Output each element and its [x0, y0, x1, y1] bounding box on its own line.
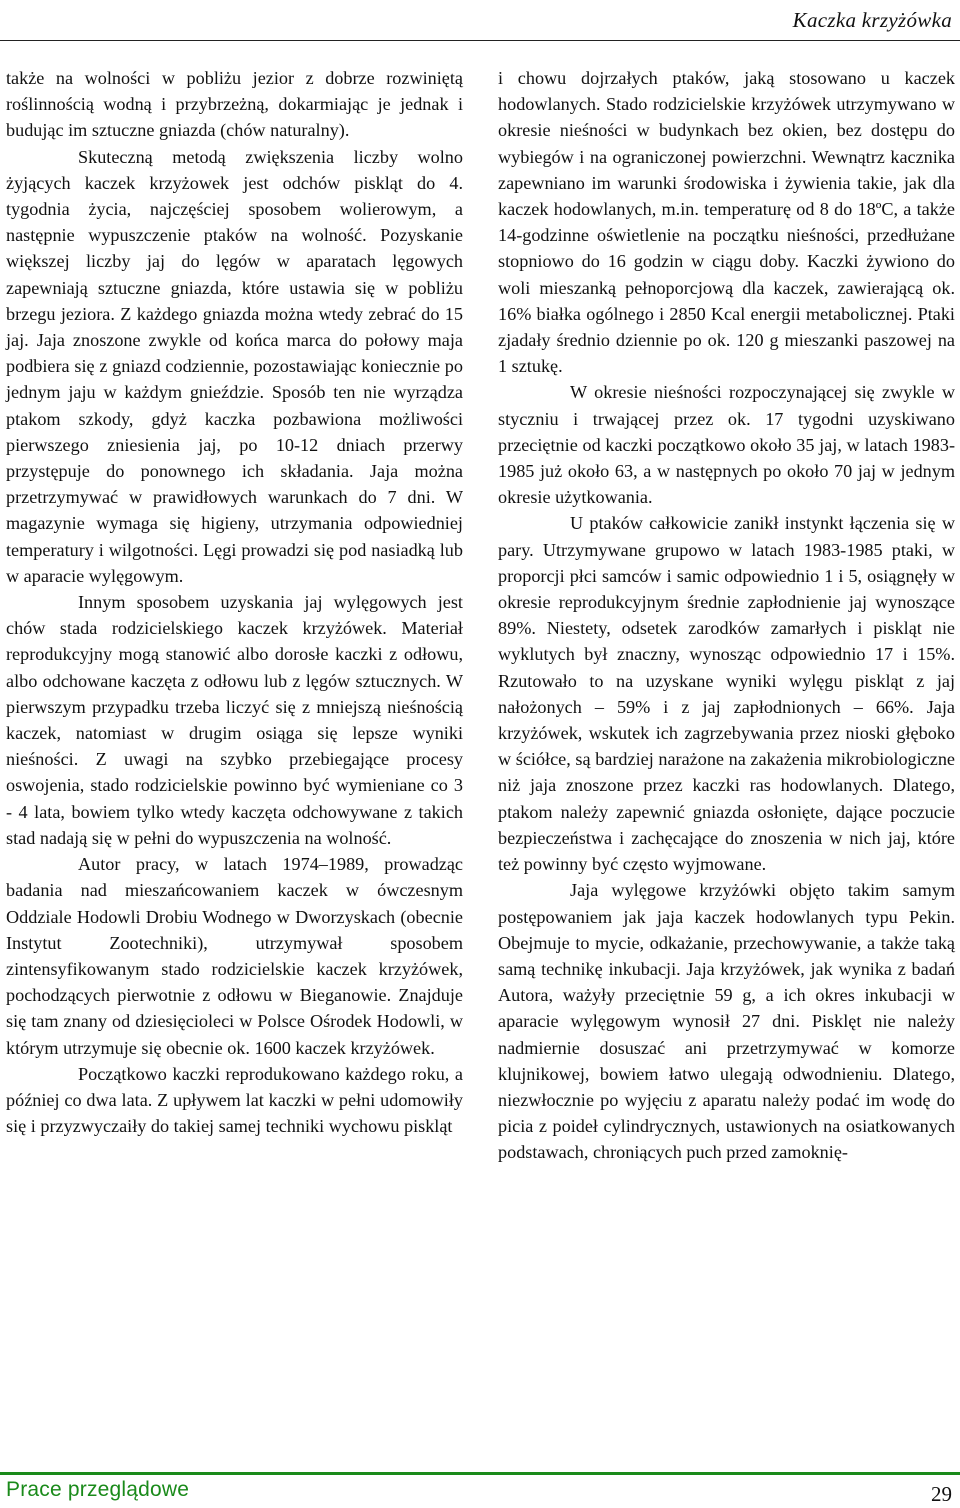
paragraph: i chowu dojrzałych ptaków, jaką stosowano u kaczek hodowlanych. Stado rodzicielskie krzyżówek utrzymywano w okresie nieśności w budynkach bez okien, bez dostępu do wybiegów i na ograniczonej powierzchni. Wewnątrz kacznika zapewniano im warunki środowiska i żywienia takie, jak dla kaczek hodowlanych, m.in. temperaturę od 8 do 18ºC, a także 14-godzinne oświetlenie na początku nieśności, przedłużane stopniowo do 16 godzin w ciągu doby. Kaczki żywiono do woli mieszanką pełnoporcjową dla kaczek, zawierającą ok. 16% białka ogólnego i 2850 Kcal energii metabolicznej. Ptaki zjadały średnio dziennie po ok. 120 g mieszanki paszowej na 1 sztukę.: [498, 68, 955, 377]
paragraph: Jaja wylęgowe krzyżówki objęto takim samym postępowaniem jak jaja kaczek hodowlanych typu Pekin. Obejmuje to mycie, odkażanie, przechowywanie, a także taką samą technikę inkubacji. Jaja krzyżówek, jak wynika z badań Autora, ważyły przeciętnie 59 g, a ich okres inkubacji w aparacie wylęgowym wynosił 27 dni. Pisklęt nie należy nadmiernie dosuszać ani przetrzymywać w komorze klujnikowej, bowiem łatwo ulegają odwodnieniu. Dlatego, niezwłocznie po wyjęciu z aparatu należy podać im wodę do picia z poideł cylindrycznych, ustawionych na osiatkowanych podstawach, chroniących puch przed zamoknię-: [498, 880, 955, 1163]
running-header-title: Kaczka krzyżówka: [792, 8, 952, 32]
left-column: [6, 65, 463, 1139]
footer-divider: [0, 1472, 960, 1475]
paragraph: także na wolności w pobliżu jezior z dobrze rozwiniętą roślinnością wodną i przybrzeżną, dokarmiając je jednak i budując im sztuczne gniazda (chów naturalny).: [6, 68, 463, 141]
paragraph: W okresie nieśności rozpoczynającej się zwykle w styczniu i trwającej przez ok. 17 tygodni uzyskiwano przeciętnie od kaczki początkowo około 35 jaj, w latach 1983-1985 już około 63, a w następnych po około 70 jaj w jednym okresie użytkowania.: [498, 382, 955, 508]
paragraph: Skuteczną metodą zwiększenia liczby wolno żyjących kaczek krzyżowek jest odchów piskląt do 4. tygodnia życia, najczęściej sposobem wolierowym, a następnie wypuszczenie ptaków na wolność. Pozyskanie większej liczby jaj do lęgów w aparatach lęgowych zapewniają sztuczne gniazda, które ustawia się w pobliżu brzegu jeziora. Z każdego gniazda można wtedy zebrać do 15 jaj. Jaja znoszone zwykle od końca marca do połowy maja podbiera się z gniazd codziennie, pozostawiając koniecznie po jednym jaju w każdym gnieździe. Sposób ten nie wyrządza ptakom szkody, gdyż kaczka pozbawiona możliwości pierwszego zniesienia jaj, po 10-12 dniach przerwy przystępuje do ponownego ich składania. Jaja można przetrzymywać w prawidłowych warunkach do 7 dni. W magazynie wymaga się higieny, utrzymania odpowiedniej temperatury i wilgotności. Lęgi prowadzi się pod nasiadką lub w aparacie wylęgowym.: [6, 146, 463, 586]
header-divider: [0, 40, 960, 41]
paragraph: U ptaków całkowicie zanikł instynkt łączenia się w pary. Utrzymywane grupowo w latach 1983-1985 ptaki, w proporcji płci samców i samic odpowiednio 1 i 5, osiągnęły w okresie reprodukcyjnym średnie zapłodnienie jaj wynoszące 89%. Niestety, odsetek zarodków zamarłych i piskląt nie wyklutych był znaczny, wynosząc odpowiednio 17 i 15%. Rzutowało to na uzyskane wyniki wylęgu piskląt z jaj nałożonych – 59% i z jaj zapłodnionych – 66%. Jaja krzyżówek, wskutek ich zagrzebywania przez nioski głęboko w ściółce, są bardziej narażone na zakażenia mikrobiologiczne niż jaja znoszone przez kaczki ras hodowlanych. Dlatego, ptakom należy zapewnić gniazda osłonięte, dające poczucie bezpieczeństwa i zachęcające do znoszenia w nich jaj, które też powinny być często wyjmowane.: [498, 513, 955, 875]
page-number: 29: [931, 1482, 952, 1506]
footer-section-label: Prace przeglądowe: [6, 1478, 190, 1501]
paragraph: Innym sposobem uzyskania jaj wylęgowych jest chów stada rodzicielskiego kaczek krzyżówek. Materiał reprodukcyjny mogą stanowić albo dorosłe kaczki z odłowu, albo odchowane kaczęta z odłowu lub z lęgów sztucznych. W pierwszym przypadku trzeba liczyć się z mniejszą nieśnością kaczek, natomiast w drugim osiąga się lepsze wyniki nieśności. Z uwagi na szybko przebiegające procesy oswojenia, stado rodzicielskie powinno być wymieniane co 3 - 4 lata, bowiem tylko wtedy kaczęta odchowywane z takich stad nadają się w pełni do wypuszczenia na wolność.: [6, 592, 463, 848]
paragraph: Autor pracy, w latach 1974–1989, prowadząc badania nad mieszańcowaniem kaczek w ówczesnym Oddziale Hodowli Drobiu Wodnego w Dworzyskach (obecnie Instytut Zootechniki), utrzymywał sposobem zintensyfikowanym stado rodzicielskie kaczek krzyżówek, pochodzących pierwotnie z odłowu w Bieganowie. Znajduje się tam znany od dziesięcioleci w Polsce Ośrodek Hodowli, w którym utrzymuje się obecnie ok. 1600 kaczek krzyżówek.: [6, 854, 463, 1058]
right-column: [498, 65, 955, 1166]
paragraph: Początkowo kaczki reprodukowano każdego roku, a później co dwa lata. Z upływem lat kaczki w pełni udomowiły się i przyzwyczaiły do takiej samej techniki wychowu piskląt: [6, 1063, 463, 1137]
